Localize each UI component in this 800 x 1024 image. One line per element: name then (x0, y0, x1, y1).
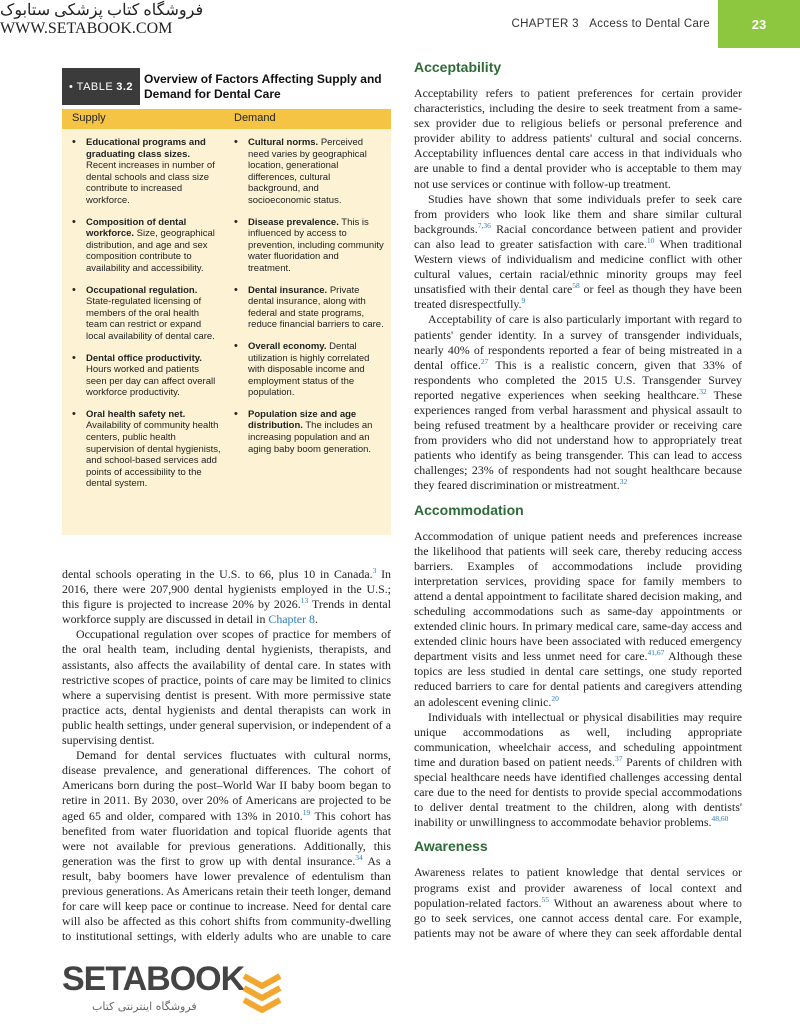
citation-ref[interactable]: 48,60 (711, 814, 729, 824)
table-item (234, 217, 384, 275)
table-item-text: Private dental insurance, along with federal and state programs, reduce financial barriers to care. (248, 284, 384, 331)
table-item-term: Oral health safety net. (86, 408, 186, 420)
logo-tagline: فروشگاه اینترنتی کتاب (92, 1000, 197, 1013)
text-run: Awareness relates to patient knowledge that dental services or programs exist and provider awareness of local context and population-related factors. (414, 865, 742, 910)
paragraph (414, 529, 742, 710)
table-item (72, 285, 222, 343)
citation-ref[interactable]: 13 (300, 596, 309, 606)
running-head (512, 18, 710, 30)
text-run: Individuals with intellectual or physical disabilities may require unique accommodations as well, including appropriate communication, wheelchair access, and scheduling appointment time and duration based on patient needs. (414, 709, 742, 769)
paragraph (62, 567, 391, 627)
table-item-term: Composition of dental workforce. (86, 216, 187, 240)
table-item-term: Population size and age distribution. (248, 408, 357, 432)
paragraph: Occupational regulation over scopes of practice for members of the oral health team, including dental hygienists, therapists, and assistants, also affects the availability of dental care. In states with restrictive scopes of practice, points of care may be limited to clinics where a supervising dentist is present. With more permissive state practice acts, dental hygienists and dental therapists can work in public health settings, under general supervision, or independent of a supervising dentist. (62, 627, 391, 748)
page-number: 23 (718, 0, 800, 48)
table-badge (62, 68, 140, 105)
supply-column-header: Supply (72, 112, 106, 124)
text-run: This is a realistic concern, given that 33% of respondents who completed the 2015 U.S. Transgender Survey reported negative experiences when seeking healthcare. (414, 357, 742, 402)
table-item (72, 137, 222, 207)
table-item-text: Size, geographical distribution, and age and sex composition contribute to availability and accessibility. (86, 228, 215, 274)
citation-ref[interactable]: 32 (699, 386, 707, 396)
text-run: Racial concordance between patient and provider can also lead to greater satisfaction with care. (414, 221, 742, 251)
citation-ref[interactable]: 34 (355, 852, 363, 862)
citation-ref[interactable]: 3 (372, 566, 377, 576)
paragraph (414, 192, 742, 313)
text-run: Accommodation of unique patient needs and preferences increase the likelihood that patients will seek care, thereby reducing access barriers. Examples of accommodations include providing interpretation services, providing space for family members to attend a dental appointment to facilitate shared decision making, and scheduling accommodations such as same-day appointments or extended clinic hours. In primary medical care, same-day access and extended clinic hours have been associated with reduced emergency department visits and less unmet need for care. (414, 528, 742, 664)
table-item-term: Cultural norms. (248, 137, 319, 148)
table-item-text: Recent increases in number of dental schools and class size contribute to increased workforce. (86, 160, 215, 206)
table-3-2 (62, 68, 391, 535)
chapter-title: Access to Dental Care (589, 18, 710, 30)
table-item-term: Overall economy. (248, 340, 327, 352)
table-badge-prefix: • TABLE (68, 80, 114, 93)
acceptability-section (414, 60, 742, 494)
chapter-8-link[interactable]: Chapter 8 (268, 612, 315, 627)
url-highlight: SETA (47, 20, 87, 37)
section-heading: Accommodation (414, 501, 524, 518)
text-run: . (314, 612, 318, 627)
table-column-headers (62, 109, 391, 129)
paragraph (414, 312, 742, 493)
text-run: In 2016, there were 207,900 dental hygienists employed in the U.S.; this figure is projected to increase 20% by 2026. (62, 567, 391, 612)
table-item (72, 353, 222, 399)
text-run: Parents of children with special healthcare needs have identified challenges accessing dental care due to the need for dentists to provide special accommodations to deliver dental treatment to the children, along with dentists' inability or unwillingness to accommodate behavior problems. (414, 754, 742, 830)
table-badge-number: 3.2 (116, 80, 134, 93)
page-header (0, 0, 800, 48)
table-item (72, 409, 222, 490)
citation-ref[interactable]: 37 (615, 753, 623, 763)
demand-column (234, 137, 384, 465)
table-header (62, 68, 391, 105)
text-run: or feel as though they have been treated disrespectfully. (414, 282, 742, 312)
text-run: Demand for dental services fluctuates with cultural norms, disease prevalence, and generational differences. The cohort of Americans born during the post–World War II baby boom began to retire in 2011. By 2030, over 20% of Americans are projected to be aged 65 and older, compared with 13% in 2010. (62, 748, 391, 823)
citation-ref[interactable]: 7,36 (477, 220, 491, 230)
citation-ref[interactable]: 19 (302, 807, 311, 817)
table-item (234, 341, 384, 399)
table-item (234, 409, 384, 455)
text-run: Without an awareness about where to go to seek services, one cannot access dental care. For example, patients may not be aware of where they can seek affordable dental (414, 895, 742, 940)
text-run: As a result, baby boomers have lower prevalence of edentulism than previous generations. As Americans retain their teeth longer, demand for care will keep pace or continue to increase. Need for dental care will also be affected as this cohort shifts from community-dwelling to institutional settings, with elderly adults who are unable to care (62, 853, 391, 944)
store-title: فروشگاه کتاب پزشکی ستابوک (0, 2, 204, 19)
book-stack-icon (240, 968, 284, 1014)
table-item (72, 217, 222, 275)
table-item-text: State-regulated licensing of members of the oral health team can restrict or expand local availability of dental care. (86, 296, 215, 342)
table-body (62, 129, 391, 535)
citation-ref[interactable]: 58 (572, 281, 580, 291)
citation-ref[interactable]: 27 (480, 356, 489, 366)
citation-ref[interactable]: 41,67 (647, 648, 665, 658)
table-item-text: Perceived need varies by geographical location, generational differences, cultural background, and socioeconomic status. (248, 137, 367, 206)
section-heading: Acceptability (414, 59, 502, 75)
citation-ref[interactable]: 55 (541, 894, 549, 904)
paragraph (414, 710, 742, 831)
text-run: When traditional Western views of individualism and medicine conflict with other cultural values, certain racial/ethnic minority groups may feel unsatisfied with their dental care (414, 236, 742, 297)
right-column-text (414, 60, 742, 980)
text-run: Acceptability of care is also particularly important with regard to patients' gender identity. In a survey of transgender individuals, nearly 40% of respondents reported a fear of being mistreated in a dental office. (414, 312, 742, 372)
text-run: These experiences ranged from verbal harassment and physical assault to being refused treatment by a healthcare provider or receiving care from providers who did not understand how to appropriately treat patients who identify as being transgender. This can lead to access challenges; 23% of respondents had not sought healthcare because they feared discrimination or mistreatment. (414, 387, 742, 493)
section-heading: Awareness (414, 838, 488, 855)
table-item-term: Educational programs and graduating class sizes. (86, 137, 206, 160)
citation-ref[interactable]: 20 (551, 693, 559, 703)
citation-ref[interactable]: 10 (646, 235, 655, 245)
table-item-text: This is influenced by access to prevention, including community water fluoridation and treatment. (248, 216, 384, 274)
table-item (234, 137, 384, 207)
table-item-text: Dental utilization is highly correlated with disposable income and employment status of the population. (248, 340, 370, 399)
table-item-term: Disease prevalence. (248, 216, 339, 228)
table-item-term: Occupational regulation. (86, 284, 198, 296)
left-column-text (62, 567, 391, 959)
url-part: WWW. (0, 20, 48, 37)
citation-ref[interactable]: 9 (521, 296, 526, 306)
text-run: dental schools operating in the U.S. to 66, plus 10 in Canada. (62, 567, 373, 581)
text-run: Studies have shown that some individuals prefer to seek care from providers who look like them and share similar cultural backgrounds. (414, 191, 742, 236)
text-run: This cohort has benefited from water fluoridation and topical fluoride agents that were not available for previous generations. Additionally, this generation was the first to grow up with dental insurance. (62, 808, 392, 868)
table-item-text: Availability of community health centers, public health supervision of dental hygienists, and school-based services add points of accessibility to the dental system. (86, 420, 221, 490)
chapter-label: CHAPTER 3 (511, 18, 579, 30)
accommodation-section (414, 503, 742, 831)
table-title: Overview of Factors Affecting Supply and Demand for Dental Care (144, 72, 382, 101)
demand-column-header: Demand (234, 112, 276, 124)
supply-column (72, 137, 222, 500)
text-run: Trends in dental workforce supply are discussed in detail in (62, 597, 392, 627)
paragraph: Acceptability refers to patient preferences for certain provider characteristics, including the desire to seek treatment from a same-sex provider due to religious beliefs or personal preference and provider ability to address patients' cultural and social concerns. Acceptability influences dental care access in that individuals who are unable to find a dental provider who is acceptable to them may not use services or continue with follow-up treatment. (414, 86, 742, 191)
paragraph (62, 748, 391, 959)
logo-wordmark: SETABOOK (62, 960, 245, 998)
table-item-term: Dental insurance. (248, 284, 328, 296)
url-part: BOOK.COM (86, 20, 173, 37)
citation-ref[interactable]: 32 (619, 477, 628, 487)
table-item-text: Hours worked and patients seen per day can affect overall workforce productivity. (86, 364, 216, 399)
table-item (234, 285, 384, 331)
table-item-text: The includes an increasing population and an aging baby boom generation. (248, 420, 373, 455)
text-run: Although these topics are less studied in dental care settings, one study reported reduced barriers to care for dental patients and caregivers attending an adolescent evening clinic. (414, 649, 742, 709)
table-item-term: Dental office productivity. (86, 352, 202, 364)
